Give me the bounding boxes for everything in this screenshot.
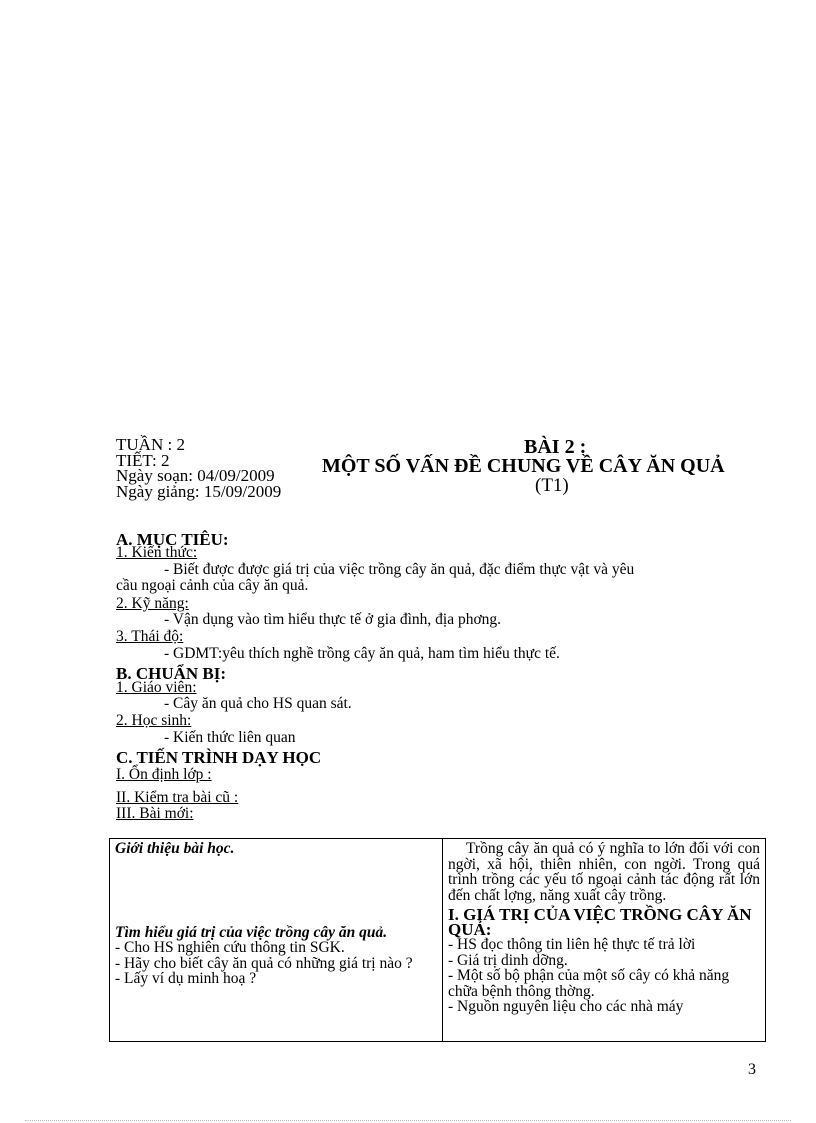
knowledge-line-2: cầu ngoại cảnh của cây ăn quả. bbox=[116, 577, 309, 594]
skill-label: 2. Kỹ năng: bbox=[116, 595, 189, 612]
table-row bbox=[110, 839, 766, 1042]
step-2: II. Kiểm tra bài cũ : bbox=[116, 789, 239, 806]
teacher-text: - Cây ăn quả cho HS quan sát. bbox=[164, 695, 352, 712]
activity-heading: Tìm hiểu giá trị của việc trồng cây ăn quả. bbox=[115, 923, 388, 941]
prep-date: Ngày soạn: 04/09/2009 bbox=[116, 466, 275, 485]
lesson-table bbox=[109, 838, 766, 1042]
knowledge-label: 1. Kiến thức: bbox=[116, 544, 198, 561]
teacher-label: 1. Giáo viên: bbox=[116, 679, 197, 696]
list-item: - Một số bộ phận của một số cây có khả năng chữa bệnh thông thờng. bbox=[448, 967, 730, 1000]
list-item: - Cho HS nghiên cứu thông tin SGK. bbox=[115, 939, 345, 956]
week-label: TUẦN : 2 bbox=[116, 435, 185, 454]
lesson-title: MỘT SỐ VẤN ĐỀ CHUNG VỀ CÂY ĂN QUẢ bbox=[322, 455, 725, 477]
intro-paragraph: Trồng cây ăn quả có ý nghĩa to lớn đối với con ngời, xã hội, thiên nhiên, con ngời. Trong quá trình trồng các yếu tố ngoại cảnh tác động rất lớn đến chất lợng, năng xuất cây trồng. bbox=[448, 840, 760, 904]
list-item: - Lấy ví dụ minh hoạ ? bbox=[115, 970, 257, 987]
intro-heading: Giới thiệu bài học. bbox=[115, 840, 235, 857]
section-a-title: A. MỤC TIÊU: bbox=[116, 530, 229, 549]
step-1: I. Ổn định lớp : bbox=[116, 766, 212, 783]
section-c-title: C. TIẾN TRÌNH DẠY HỌC bbox=[116, 748, 322, 767]
skill-text: - Vận dụng vào tìm hiểu thực tế ở gia đình, địa phơng. bbox=[164, 611, 502, 628]
list-item: - Giá trị dinh dỡng. bbox=[448, 951, 568, 969]
list-item: - Hãy cho biết cây ăn quả có những giá trị nào ? bbox=[115, 954, 413, 972]
step-3: III. Bài mới: bbox=[116, 805, 194, 822]
teacher-activity-cell bbox=[110, 839, 443, 1042]
page-number: 3 bbox=[748, 1061, 756, 1078]
student-label: 2. Học sinh: bbox=[116, 712, 192, 729]
attitude-text: - GDMT:yêu thích nghề trồng cây ăn quả, ham tìm hiểu thực tế. bbox=[164, 645, 560, 662]
student-text: - Kiến thức liên quan bbox=[164, 729, 296, 746]
section-heading: I. GIÁ TRỊ CỦA VIỆC TRỒNG CÂY ĂN QUẢ: bbox=[448, 905, 752, 939]
page-footer-divider bbox=[25, 1120, 791, 1121]
lesson-part: (T1) bbox=[535, 475, 569, 496]
teach-date: Ngày giảng: 15/09/2009 bbox=[116, 482, 282, 501]
list-item: - HS đọc thông tin liên hệ thực tế trả lời bbox=[448, 936, 696, 953]
content-cell bbox=[443, 839, 766, 1042]
section-b-title: B. CHUẨN BỊ: bbox=[116, 664, 227, 683]
list-item: - Nguồn nguyên liệu cho các nhà máy bbox=[448, 998, 684, 1015]
attitude-label: 3. Thái độ: bbox=[116, 628, 184, 645]
knowledge-line-1: - Biết được được giá trị của việc trồng cây ăn quả, đặc điểm thực vật và yêu bbox=[164, 561, 635, 578]
lesson-number: BÀI 2 : bbox=[524, 436, 587, 458]
period-label: TIẾT: 2 bbox=[116, 451, 170, 470]
